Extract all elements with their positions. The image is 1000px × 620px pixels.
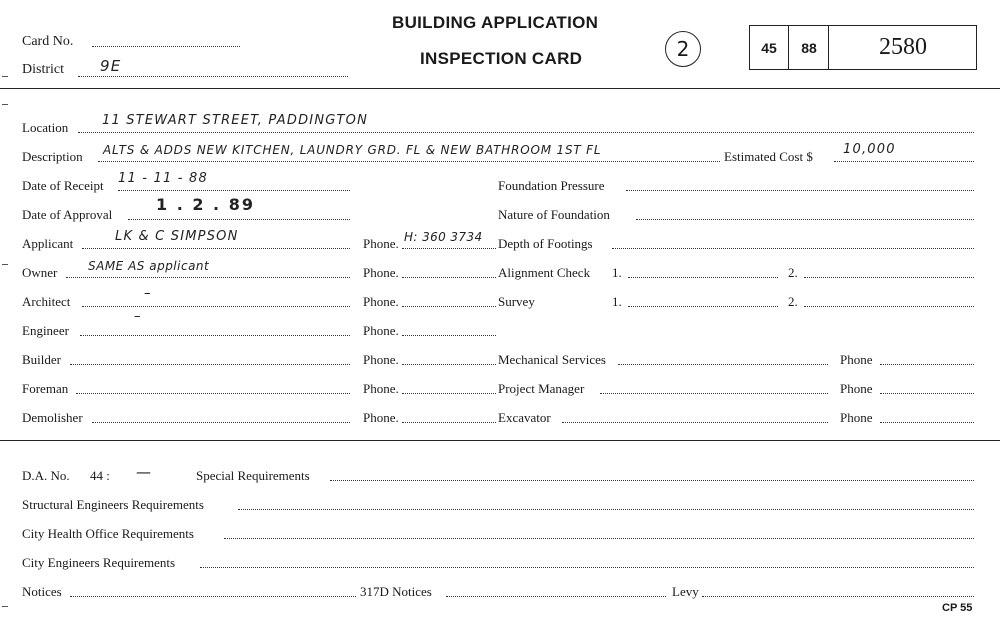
builder-field [70, 364, 350, 365]
date-receipt-label: Date of Receipt [22, 178, 104, 193]
da-no-label: D.A. No. [22, 468, 70, 483]
applicant-phone-value: H: 360 3734 [404, 230, 483, 244]
date-approval-field [128, 219, 350, 220]
applicant-phone-label: Phone. [363, 236, 399, 251]
owner-value: SAME AS applicant [88, 259, 210, 273]
project-manager-phone-label: Phone [840, 381, 873, 396]
da-no-prefix: 44 : [90, 468, 110, 483]
project-manager-field [600, 393, 828, 394]
description-field [98, 161, 720, 162]
architect-field [82, 306, 350, 307]
mechanical-phone-field [880, 364, 974, 365]
project-manager-label: Project Manager [498, 381, 585, 396]
applicant-value: LK & C SIMPSON [115, 229, 239, 244]
foundation-pressure-field [626, 190, 974, 191]
survey-2-field [804, 306, 974, 307]
excavator-field [562, 422, 828, 423]
special-requirements-field [330, 480, 974, 481]
card-no-label: Card No. [22, 34, 74, 49]
notices-label: Notices [22, 584, 62, 599]
header-divider [0, 88, 1000, 89]
owner-phone-field [402, 277, 496, 278]
alignment-check-label: Alignment Check [498, 265, 591, 280]
mechanical-phone-label: Phone [840, 352, 873, 367]
alignment-check-1-label: 1. [612, 265, 622, 280]
demolisher-phone-label: Phone. [363, 410, 399, 425]
structural-requirements-field [238, 509, 974, 510]
location-label: Location [22, 120, 69, 135]
health-requirements-field [224, 538, 974, 539]
code-box-1: 45 [750, 26, 789, 69]
engineer-value: – [134, 309, 142, 324]
date-receipt-value: 11 - 11 - 88 [118, 171, 208, 186]
survey-label: Survey [498, 294, 535, 309]
estimated-cost-field [834, 161, 974, 162]
survey-1-label: 1. [612, 294, 622, 309]
foreman-label: Foreman [22, 381, 69, 396]
foreman-phone-label: Phone. [363, 381, 399, 396]
mechanical-services-field [618, 364, 828, 365]
depth-footings-field [612, 248, 974, 249]
date-approval-label: Date of Approval [22, 207, 113, 222]
margin-tick [2, 104, 8, 105]
estimated-cost-value: 10,000 [843, 142, 896, 157]
notices-317d-label: 317D Notices [360, 584, 432, 599]
estimated-cost-label: Estimated Cost $ [724, 149, 813, 164]
city-engineers-requirements-field [200, 567, 974, 568]
margin-tick [2, 76, 8, 77]
notices-317d-field [446, 596, 666, 597]
project-manager-phone-field [880, 393, 974, 394]
survey-2-label: 2. [788, 294, 798, 309]
card-subtitle: INSPECTION CARD [420, 49, 583, 68]
survey-1-field [628, 306, 778, 307]
owner-phone-label: Phone. [363, 265, 399, 280]
owner-label: Owner [22, 265, 58, 280]
circled-number-text: 2 [676, 37, 690, 61]
notices-field [70, 596, 356, 597]
excavator-phone-field [880, 422, 974, 423]
special-requirements-label: Special Requirements [196, 468, 310, 483]
margin-tick [2, 606, 8, 607]
nature-foundation-label: Nature of Foundation [498, 207, 610, 222]
form-code: CP 55 [942, 602, 973, 614]
applicant-label: Applicant [22, 236, 74, 251]
card-number: 2580 [879, 34, 927, 60]
applicant-phone-field [402, 248, 496, 249]
architect-value: – [144, 286, 152, 301]
district-label: District [22, 62, 64, 77]
alignment-check-2-field [804, 277, 974, 278]
foreman-phone-field [402, 393, 496, 394]
architect-label: Architect [22, 294, 71, 309]
excavator-label: Excavator [498, 410, 551, 425]
description-label: Description [22, 149, 83, 164]
date-approval-value: 1 . 2 . 89 [156, 195, 255, 214]
card-no-field [92, 46, 240, 47]
excavator-phone-label: Phone [840, 410, 873, 425]
nature-foundation-field [636, 219, 974, 220]
health-requirements-label: City Health Office Requirements [22, 526, 194, 541]
location-value: 11 STEWART STREET, PADDINGTON [102, 113, 369, 128]
levy-field [702, 596, 974, 597]
engineer-field [80, 335, 350, 336]
demolisher-field [92, 422, 350, 423]
structural-requirements-label: Structural Engineers Requirements [22, 497, 204, 512]
engineer-label: Engineer [22, 323, 69, 338]
architect-phone-label: Phone. [363, 294, 399, 309]
demolisher-phone-field [402, 422, 496, 423]
da-no-value: — [136, 463, 153, 481]
foundation-pressure-label: Foundation Pressure [498, 178, 605, 193]
foreman-field [76, 393, 350, 394]
location-field [78, 132, 974, 133]
alignment-check-2-label: 2. [788, 265, 798, 280]
card-code-box [749, 25, 977, 70]
engineer-phone-label: Phone. [363, 323, 399, 338]
levy-label: Levy [672, 584, 699, 599]
code-box-2: 88 [790, 26, 829, 69]
owner-field [66, 277, 350, 278]
depth-footings-label: Depth of Footings [498, 236, 593, 251]
builder-label: Builder [22, 352, 61, 367]
engineer-phone-field [402, 335, 496, 336]
description-value: ALTS & ADDS NEW KITCHEN, LAUNDRY GRD. FL & NEW BATHROOM 1ST FL [103, 143, 602, 157]
architect-phone-field [402, 306, 496, 307]
builder-phone-label: Phone. [363, 352, 399, 367]
applicant-field [82, 248, 350, 249]
section-divider [0, 440, 1000, 441]
builder-phone-field [402, 364, 496, 365]
alignment-check-1-field [628, 277, 778, 278]
mechanical-services-label: Mechanical Services [498, 352, 606, 367]
district-field [78, 76, 348, 77]
demolisher-label: Demolisher [22, 410, 83, 425]
district-value: 9E [100, 57, 122, 75]
city-engineers-requirements-label: City Engineers Requirements [22, 555, 176, 570]
circled-number [665, 31, 701, 67]
card-title: BUILDING APPLICATION [392, 13, 599, 32]
date-receipt-field [118, 190, 350, 191]
margin-tick [2, 264, 8, 265]
